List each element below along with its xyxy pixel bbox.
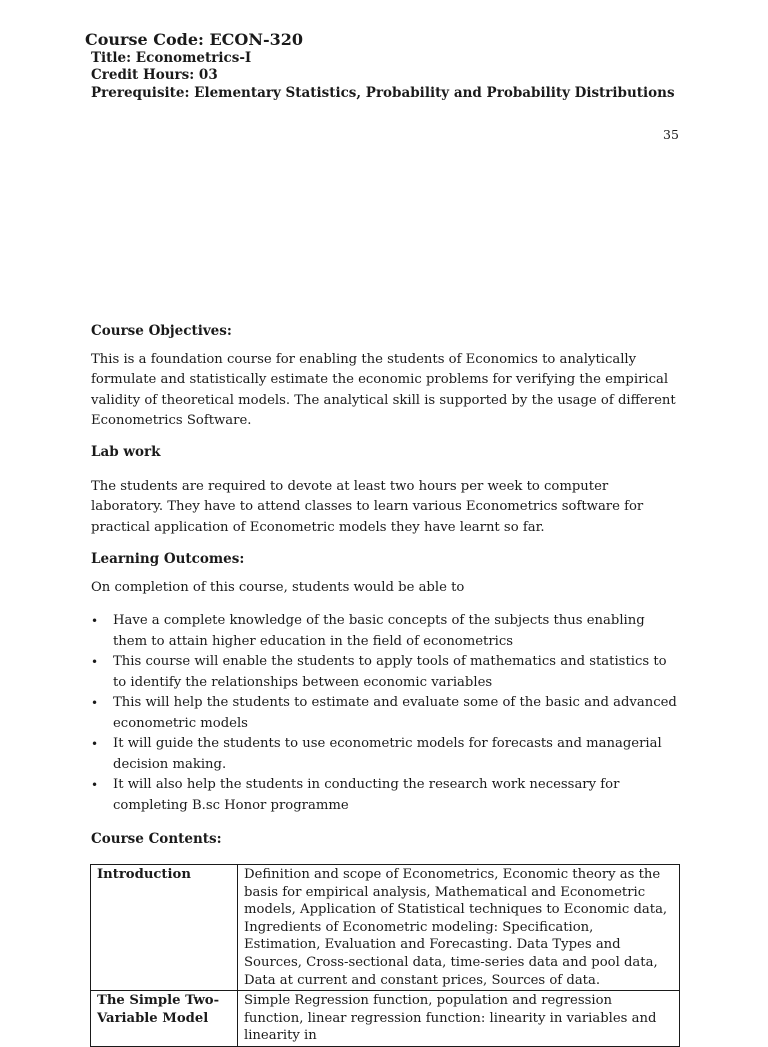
learning-outcomes-list: [91, 611, 681, 816]
lab-work-heading: Lab work: [91, 444, 161, 460]
course-contents-table: [90, 864, 680, 1047]
table-row: [91, 991, 680, 1047]
list-item-text: This course will enable the students to apply tools of mathematics and statistics to to identify the relationships between economic variables: [113, 654, 667, 690]
list-item-text: It will guide the students to use econometric models for forecasts and managerial decision making.: [113, 736, 662, 772]
bullet-icon: •: [91, 696, 99, 710]
course-code: Course Code: ECON-320: [85, 30, 304, 49]
lab-work-text: The students are required to devote at least two hours per week to computer laboratory. They have to attend classes to learn various Econometrics software for practical application of Econometric models they have learnt so far.: [91, 479, 644, 535]
course-contents-heading: Course Contents:: [91, 831, 222, 847]
topic-cell: Introduction: [91, 865, 238, 991]
bullet-icon: •: [91, 737, 99, 751]
course-objectives-text: This is a foundation course for enabling the students of Economics to analytically formulate and statistically estimate the economic problems for verifying the empirical validity of theoretical models. The analytical skill is supported by the usage of different Econometrics Software.: [91, 352, 676, 429]
credit-hours: Credit Hours: 03: [91, 67, 218, 83]
bullet-icon: •: [91, 655, 99, 669]
list-item: [91, 611, 681, 652]
list-item: [91, 652, 681, 693]
list-item: [91, 734, 681, 775]
learning-outcomes-intro: On completion of this course, students would be able to: [91, 580, 465, 595]
list-item-text: Have a complete knowledge of the basic concepts of the subjects thus enabling them to attain higher education in the field of econometrics: [113, 613, 645, 649]
list-item-text: It will also help the students in conducting the research work necessary for completing B.sc Honor programme: [113, 777, 620, 813]
bullet-icon: •: [91, 614, 99, 628]
course-title: Title: Econometrics-I: [91, 50, 252, 66]
learning-outcomes-heading: Learning Outcomes:: [91, 551, 245, 567]
description-cell: Simple Regression function, population and regression function, linear regression function: linearity in variables and linearity in: [238, 991, 680, 1047]
bullet-icon: •: [91, 778, 99, 792]
page-number: 35: [663, 127, 679, 142]
list-item: [91, 693, 681, 734]
course-objectives-heading: Course Objectives:: [91, 323, 232, 339]
list-item-text: This will help the students to estimate and evaluate some of the basic and advanced econometric models: [113, 695, 677, 731]
topic-cell: The Simple Two-Variable Model: [91, 991, 238, 1047]
table-row: [91, 865, 680, 991]
description-cell: Definition and scope of Econometrics, Economic theory as the basis for empirical analysis, Mathematical and Econometric models, Application of Statistical techniques to Economic data, Ingredients of Econometric modeling: Specification, Estimation, Evaluation and Forecasting. Data Types and Sources, Cross-sectional data, time-series data and pool data, Data at current and constant prices, Sources of data.: [238, 865, 680, 991]
list-item: [91, 775, 681, 816]
prerequisite: Prerequisite: Elementary Statistics, Probability and Probability Distributions: [91, 85, 675, 101]
